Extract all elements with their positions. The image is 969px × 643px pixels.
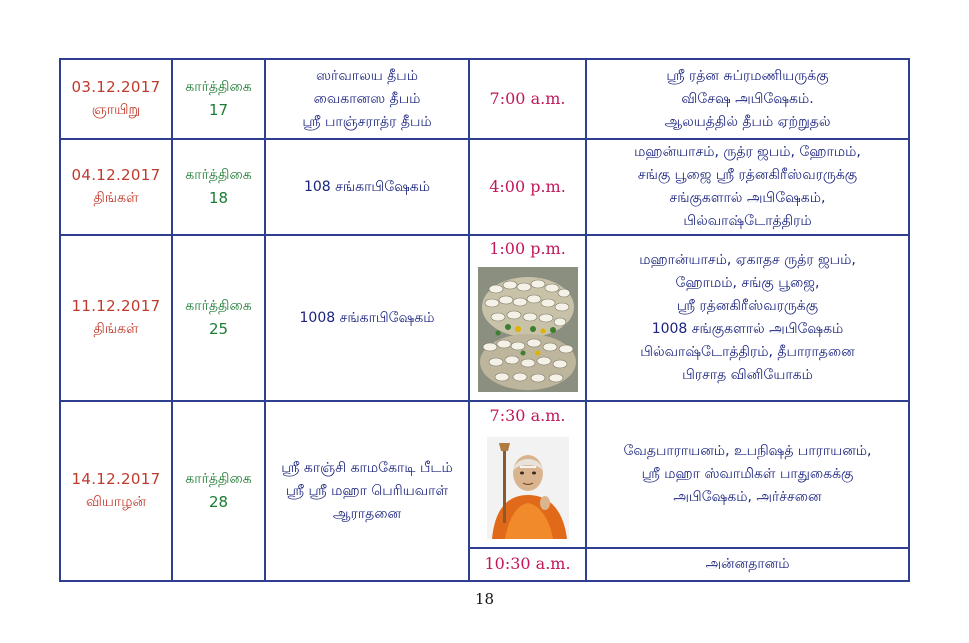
tamil-month: கார்த்திகை [185, 298, 252, 314]
time: 4:00 p.m. [489, 176, 566, 196]
tamil-month: கார்த்திகை [185, 79, 252, 95]
time-cell [469, 139, 586, 235]
event-cell [265, 59, 469, 139]
detail-line: அபிஷேகம், அர்ச்சனை [673, 489, 822, 505]
tamil-month-cell [172, 139, 265, 235]
table-row [60, 59, 909, 139]
event-cell [265, 401, 469, 581]
detail-line: ஹோமம், சங்கு பூஜை, [675, 275, 820, 291]
detail-line: 1008 சங்குகளால் அபிஷேகம் [651, 321, 844, 337]
detail-line: வேதபாராயனம், உபநிஷத் பாராயனம், [623, 443, 872, 459]
time-cell [469, 59, 586, 139]
detail-line: சங்கு பூஜை ஸ்ரீ ரத்னகிரீஸ்வரருக்கு [637, 167, 858, 183]
maha-periyava-portrait [487, 437, 569, 539]
event-cell [265, 235, 469, 401]
detail-line: பில்வாஷ்டோத்திரம், தீபாராதனை [640, 344, 855, 360]
event-line: ஸ்ரீ பாஞ்சராத்ர தீபம் [302, 113, 432, 130]
detail-line: விசேஷ அபிஷேகம். [681, 90, 814, 107]
weekday: ஞாயிறு [91, 102, 141, 118]
date-cell [60, 235, 172, 401]
weekday: வியாழன் [85, 494, 147, 510]
tamil-month-day: 28 [208, 493, 229, 511]
detail-line: சங்குகளால் அபிஷேகம், [669, 190, 826, 206]
tamil-month-cell [172, 401, 265, 581]
details-cell [586, 59, 909, 139]
details-cell [586, 401, 909, 548]
weekday: திங்கள் [93, 321, 139, 337]
details-cell [586, 139, 909, 235]
detail-line: பில்வாஷ்டோத்திரம் [683, 213, 812, 229]
tamil-month-day: 18 [208, 189, 229, 207]
date: 03.12.2017 [71, 78, 161, 96]
date-cell [60, 139, 172, 235]
tamil-month-day: 25 [208, 320, 229, 338]
event-line: 108 சங்காபிஷேகம் [303, 178, 431, 195]
tamil-month-cell [172, 59, 265, 139]
detail-line: அன்னதானம் [705, 556, 790, 572]
detail-line: ஸ்ரீ ரத்னகிரீஸ்வரருக்கு [676, 298, 819, 314]
tamil-month-day: 17 [208, 101, 229, 119]
date-cell [60, 59, 172, 139]
event-line: ஸ்ரீ ஸ்ரீ மஹா பெரியவாள் [285, 482, 449, 499]
weekday: திங்கள் [93, 190, 139, 206]
date: 14.12.2017 [71, 470, 161, 488]
schedule-table [59, 58, 910, 582]
time: 7:30 a.m. [489, 406, 566, 425]
event-line: 1008 சங்காபிஷேகம் [299, 309, 435, 326]
date: 11.12.2017 [71, 297, 161, 315]
detail-line: ஸ்ரீ மஹா ஸ்வாமிகள் பாதுகைக்கு [641, 466, 854, 482]
time-cell [469, 401, 586, 548]
page-number: 18 [474, 590, 495, 608]
event-line: ஸ்ரீ காஞ்சி காமகோடி பீடம் [281, 459, 453, 476]
date-cell [60, 401, 172, 581]
detail-line: ஆலயத்தில் தீபம் ஏற்றுதல் [664, 113, 831, 130]
conch-offerings-photo [478, 267, 578, 392]
time: 10:30 a.m. [484, 554, 571, 573]
date: 04.12.2017 [71, 166, 161, 184]
tamil-month: கார்த்திகை [185, 167, 252, 183]
event-line: ஆராதனை [332, 505, 402, 522]
detail-line: மஹன்யாசம், ருத்ர ஜபம், ஹோமம், [634, 144, 861, 160]
time: 7:00 a.m. [489, 88, 566, 108]
time: 1:00 p.m. [489, 239, 566, 258]
details-cell [586, 235, 909, 401]
table-row [60, 401, 909, 548]
details-cell [586, 548, 909, 581]
event-cell [265, 139, 469, 235]
event-line: ஸர்வாலய தீபம் [316, 67, 418, 84]
tamil-month: கார்த்திகை [185, 471, 252, 487]
tamil-month-cell [172, 235, 265, 401]
time-cell [469, 548, 586, 581]
time-cell [469, 235, 586, 401]
table-row [60, 139, 909, 235]
detail-line: ஸ்ரீ ரத்ன சுப்ரமணியருக்கு [666, 67, 829, 84]
event-line: வைகானஸ தீபம் [313, 90, 421, 107]
table-row [60, 235, 909, 401]
detail-line: பிரசாத வினியோகம் [682, 367, 813, 383]
detail-line: மஹான்யாசம், ஏகாதச ருத்ர ஜபம், [639, 252, 856, 268]
